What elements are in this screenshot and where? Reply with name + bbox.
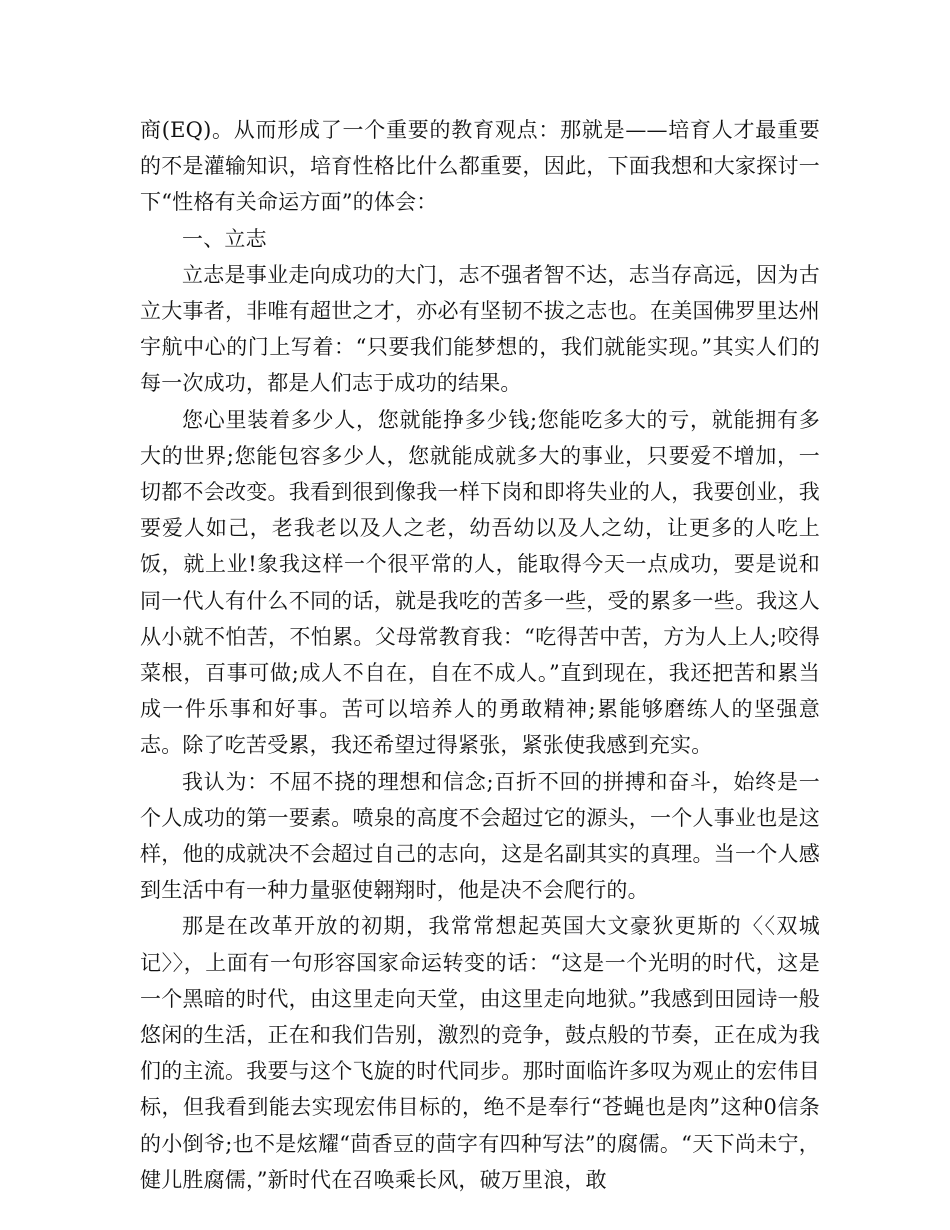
- document-body: [140, 112, 820, 1198]
- paragraph-reform: 那是在改革开放的初期，我常常想起英国大文豪狄更斯的〈〈双城记〉〉，上面有一句形容国家命运转变的话：“这是一个光明的时代，这是一个黑暗的时代，由这里走向天堂，由这里走向地狱。”我感到田园诗一般悠闲的生活，正在和我们告别，激烈的竞争，鼓点般的节奏，正在成为我们的主流。我要与这个飞旋的时代同步。那时面临许多叹为观止的宏伟目标，但我看到能去实现宏伟目标的，绝不是奉行“苍蝇也是肉”这种0信条的小倒爷;也不是炫耀“茴香豆的茴字有四种写法”的腐儒。“天下尚未宁，健儿胜腐儒，”新时代在召唤乘长风，破万里浪，敢: [140, 914, 820, 1192]
- paragraph-intro: 商(EQ)。从而形成了一个重要的教育观点：那就是——培育人才最重要的不是灌输知识，培育性格比什么都重要，因此，下面我想和大家探讨一下“性格有关命运方面”的体会：: [140, 118, 820, 215]
- paragraph-lizhi: 立志是事业走向成功的大门，志不强者智不达，志当存高远，因为古立大事者，非唯有超世之才，亦必有坚韧不拔之志也。在美国佛罗里达州宇航中心的门上写着：“只要我们能梦想的，我们就能实现。”其实人们的每一次成功，都是人们志于成功的结果。: [140, 262, 820, 396]
- section-heading-lizhi: 一、立志: [182, 226, 267, 251]
- paragraph-heart: 您心里装着多少人，您就能挣多少钱;您能吃多大的亏，就能拥有多大的世界;您能包容多少人，您就能成就多大的事业，只要爱不增加，一切都不会改变。我看到很到像我一样下岗和即将失业的人，我要创业，我要爱人如己，老我老以及人之老，幼吾幼以及人之幼，让更多的人吃上饭，就上业!象我这样一个很平常的人，能取得今天一点成功，要是说和同一代人有什么不同的话，就是我吃的苦多一些，受的累多一些。我这人从小就不怕苦，不怕累。父母常教育我：“吃得苦中苦，方为人上人;咬得菜根，百事可做;成人不自在，自在不成人。”直到现在，我还把苦和累当成一件乐事和好事。苦可以培养人的勇敢精神;累能够磨练人的坚强意志。除了吃苦受累，我还希望过得紧张，紧张使我感到充实。: [140, 407, 820, 758]
- paragraph-belief: 我认为：不屈不挠的理想和信念;百折不回的拼搏和奋斗，始终是一个人成功的第一要素。喷泉的高度不会超过它的源头，一个人事业也是这样，他的成就决不会超过自己的志向，这是名副其实的真理。当一个人感到生活中有一种力量驱使翱翔时，他是决不会爬行的。: [140, 769, 820, 903]
